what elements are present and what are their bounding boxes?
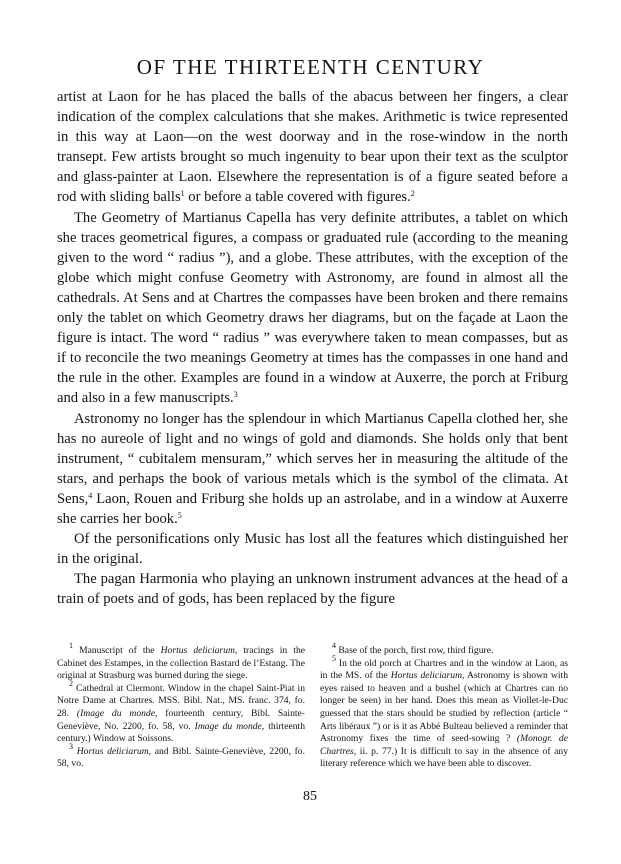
main-text bbox=[57, 87, 568, 609]
footnote: $^1$ Manuscript of the Hortus deliciarum, tracings in the Cabinet des Estampes, in the collection Bastard de l’Estang. The original at Strasburg was burned during the siege. bbox=[57, 641, 305, 682]
footnote-ref[interactable]: 4 bbox=[88, 490, 93, 500]
paragraph: The Geometry of Martianus Capella has very definite attributes, a tablet on which she traces geometrical figures, a compass or graduated rule (according to the meaning given to the word “ radius ”), and a globe. These attributes, with the exception of the globe which might confuse Geometry with Astronomy, are found in almost all the cathedrals. At Sens and at Chartres the compasses have been broken and there remains only the tablet on which Geometry draws her diagrams, but on the façade at Laon the figure is intact. The word “ radius ” was everywhere taken to mean compasses, but as if to reconcile the two meanings Geometry at times has the compasses in one hand and the rule in the other. Examples are found in a window at Auxerre, the porch at Friburg and also in a few manuscripts.$^3$ bbox=[57, 209, 568, 407]
footnote: $^4$ Base of the porch, first row, third figure. bbox=[332, 641, 494, 656]
footnote: $^5$ In the old porch at Chartres and in the window at Laon, as in the MS. of the Hortus deliciarum, Astronomy is shown with eyes raised to heaven and a bushel (which at Chartres can no longer be seen) in her hand. Does this mean as Viollet-le-Duc guessed that the stars should be studied by reflection (article “ Arts libéraux ”) or is it as Abbé Bulteau believed a reminder that Astronomy fixes the time of seed-sowing ? (Monogr. de Chartres, ii. p. 77.) It is difficult to say in the absence of any literary reference which we have been able to discover. bbox=[320, 653, 568, 770]
page-number: 85 bbox=[303, 789, 317, 804]
footnote-ref[interactable]: 3 bbox=[233, 390, 238, 400]
paragraph: The pagan Harmonia who playing an unknown instrument advances at the head of a train of poets and of gods, has been replaced by the figure bbox=[57, 571, 568, 608]
paragraph: Astronomy no longer has the splendour in which Martianus Capella clothed her, she has no aureole of light and no wings of gold and diamonds. She holds only that bent instrument, “ cubitalem mensuram,” which serves her in measuring the altitude of the stars, and perhaps the book of various metals which is the symbol of the climata. At Sens,$^4$ Laon, Rouen and Friburg she holds up an astrolabe, and in a window at Auxerre she carries her book.$^5$ bbox=[57, 410, 568, 527]
footnote: $^2$ Cathedral at Clermont. Window in the chapel Saint-Piat in Notre Dame at Chartres. MSS. Bibl. Nat., MS. franc. 374, fo. 28. (Image du monde, fourteenth century, Bibl. Sainte-Geneviève, No. 2200, fo. 58, vo. Image du monde, thirteenth century.) Window at Soissons. bbox=[57, 678, 306, 745]
running-header: OF THE THIRTEENTH CENTURY bbox=[136, 55, 485, 79]
footnote: $^3$ Hortus deliciarum, and Bibl. Sainte-Geneviève, 2200, fo. 58, vo. bbox=[57, 741, 305, 770]
footnotes-right-column bbox=[320, 641, 568, 771]
footnote-ref[interactable]: 1 bbox=[180, 189, 185, 199]
footnote-ref[interactable]: 5 bbox=[177, 510, 182, 520]
paragraph: Of the personifications only Music has lost all the features which distinguished her in the original. bbox=[57, 531, 568, 568]
paragraph: artist at Laon for he has placed the balls of the abacus between her fingers, a clear indication of the complex calculations that she makes. Arithmetic is twice represented in this way at Laon—on the west doorway and in the rose-window in the north transept. Few artists brought so much ingenuity to bear upon their text as the sculptor and glass-painter at Laon. Elsewhere the representation is of a figure seated before a rod with sliding balls$^1$ or before a table covered with figures.$^2$ bbox=[57, 89, 568, 206]
footnotes-left-column bbox=[57, 641, 306, 771]
footnote-ref[interactable]: 2 bbox=[410, 189, 415, 199]
footnotes bbox=[57, 641, 568, 771]
